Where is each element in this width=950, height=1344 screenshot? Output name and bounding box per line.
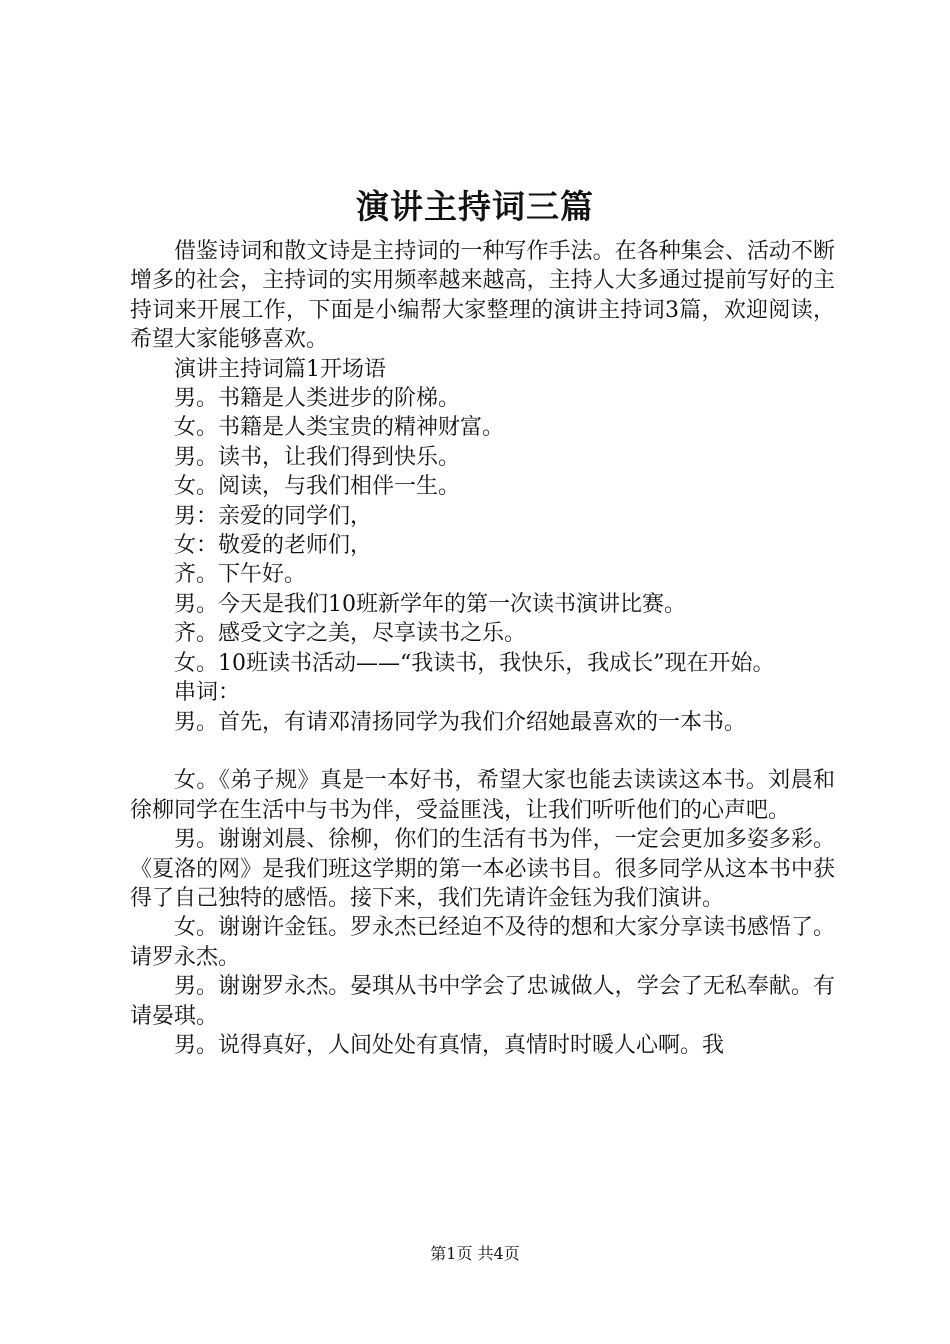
paragraph: 女。书籍是人类宝贵的精神财富。	[174, 415, 505, 441]
paragraph: 女。《弟子规》真是一本好书，希望大家也能去读读这本书。刘晨和徐柳同学在生活中与书为伴，受益匪浅，让我们听听他们的心声吧。	[130, 768, 835, 823]
paragraph: 齐。感受文字之美，尽享读书之乐。	[174, 621, 527, 647]
paragraph: 男。说得真好，人间处处有真情，真情时时暖人心啊。我	[174, 1032, 725, 1058]
paragraph: 演讲主持词篇1开场语	[174, 356, 386, 382]
paragraph: 男。书籍是人类进步的阶梯。	[174, 386, 461, 412]
paragraph: 男。谢谢刘晨、徐柳，你们的生活有书为伴，一定会更加多姿多彩。《夏洛的网》是我们班这学期的第一本必读书目。很多同学从这本书中获得了自己独特的感悟。接下来，我们先请许金钰为我们演讲。	[130, 827, 835, 911]
paragraph: 齐。下午好。	[174, 562, 307, 588]
paragraph: 女：敬爱的老师们，	[174, 533, 373, 559]
page-footer: 第1页 共4页	[430, 1244, 520, 1263]
paragraph: 男。首先，有请邓清扬同学为我们介绍她最喜欢的一本书。	[174, 709, 747, 735]
paragraph: 借鉴诗词和散文诗是主持词的一种写作手法。在各种集会、活动不断增多的社会，主持词的实用频率越来越高，主持人大多通过提前写好的主持词来开展工作，下面是小编帮大家整理的演讲主持词3篇，欢迎阅读，希望大家能够喜欢。	[130, 239, 835, 353]
paragraph: 女。阅读，与我们相伴一生。	[174, 474, 461, 500]
paragraph: 男。今天是我们10班新学年的第一次读书演讲比赛。	[174, 591, 686, 617]
document-body	[130, 237, 835, 1060]
paragraph: 男。读书，让我们得到快乐。	[174, 444, 461, 470]
document-title: 演讲主持词三篇	[356, 187, 594, 226]
paragraph: 女。谢谢许金钰。罗永杰已经迫不及待的想和大家分享读书感悟了。请罗永杰。	[130, 915, 835, 970]
paragraph: 女。10班读书活动——“我读书，我快乐，我成长”现在开始。	[174, 650, 775, 676]
paragraph: 男：亲爱的同学们，	[174, 503, 373, 529]
paragraph: 男。谢谢罗永杰。晏琪从书中学会了忠诚做人，学会了无私奉献。有请晏琪。	[130, 974, 835, 1029]
paragraph: 串词：	[174, 680, 241, 706]
